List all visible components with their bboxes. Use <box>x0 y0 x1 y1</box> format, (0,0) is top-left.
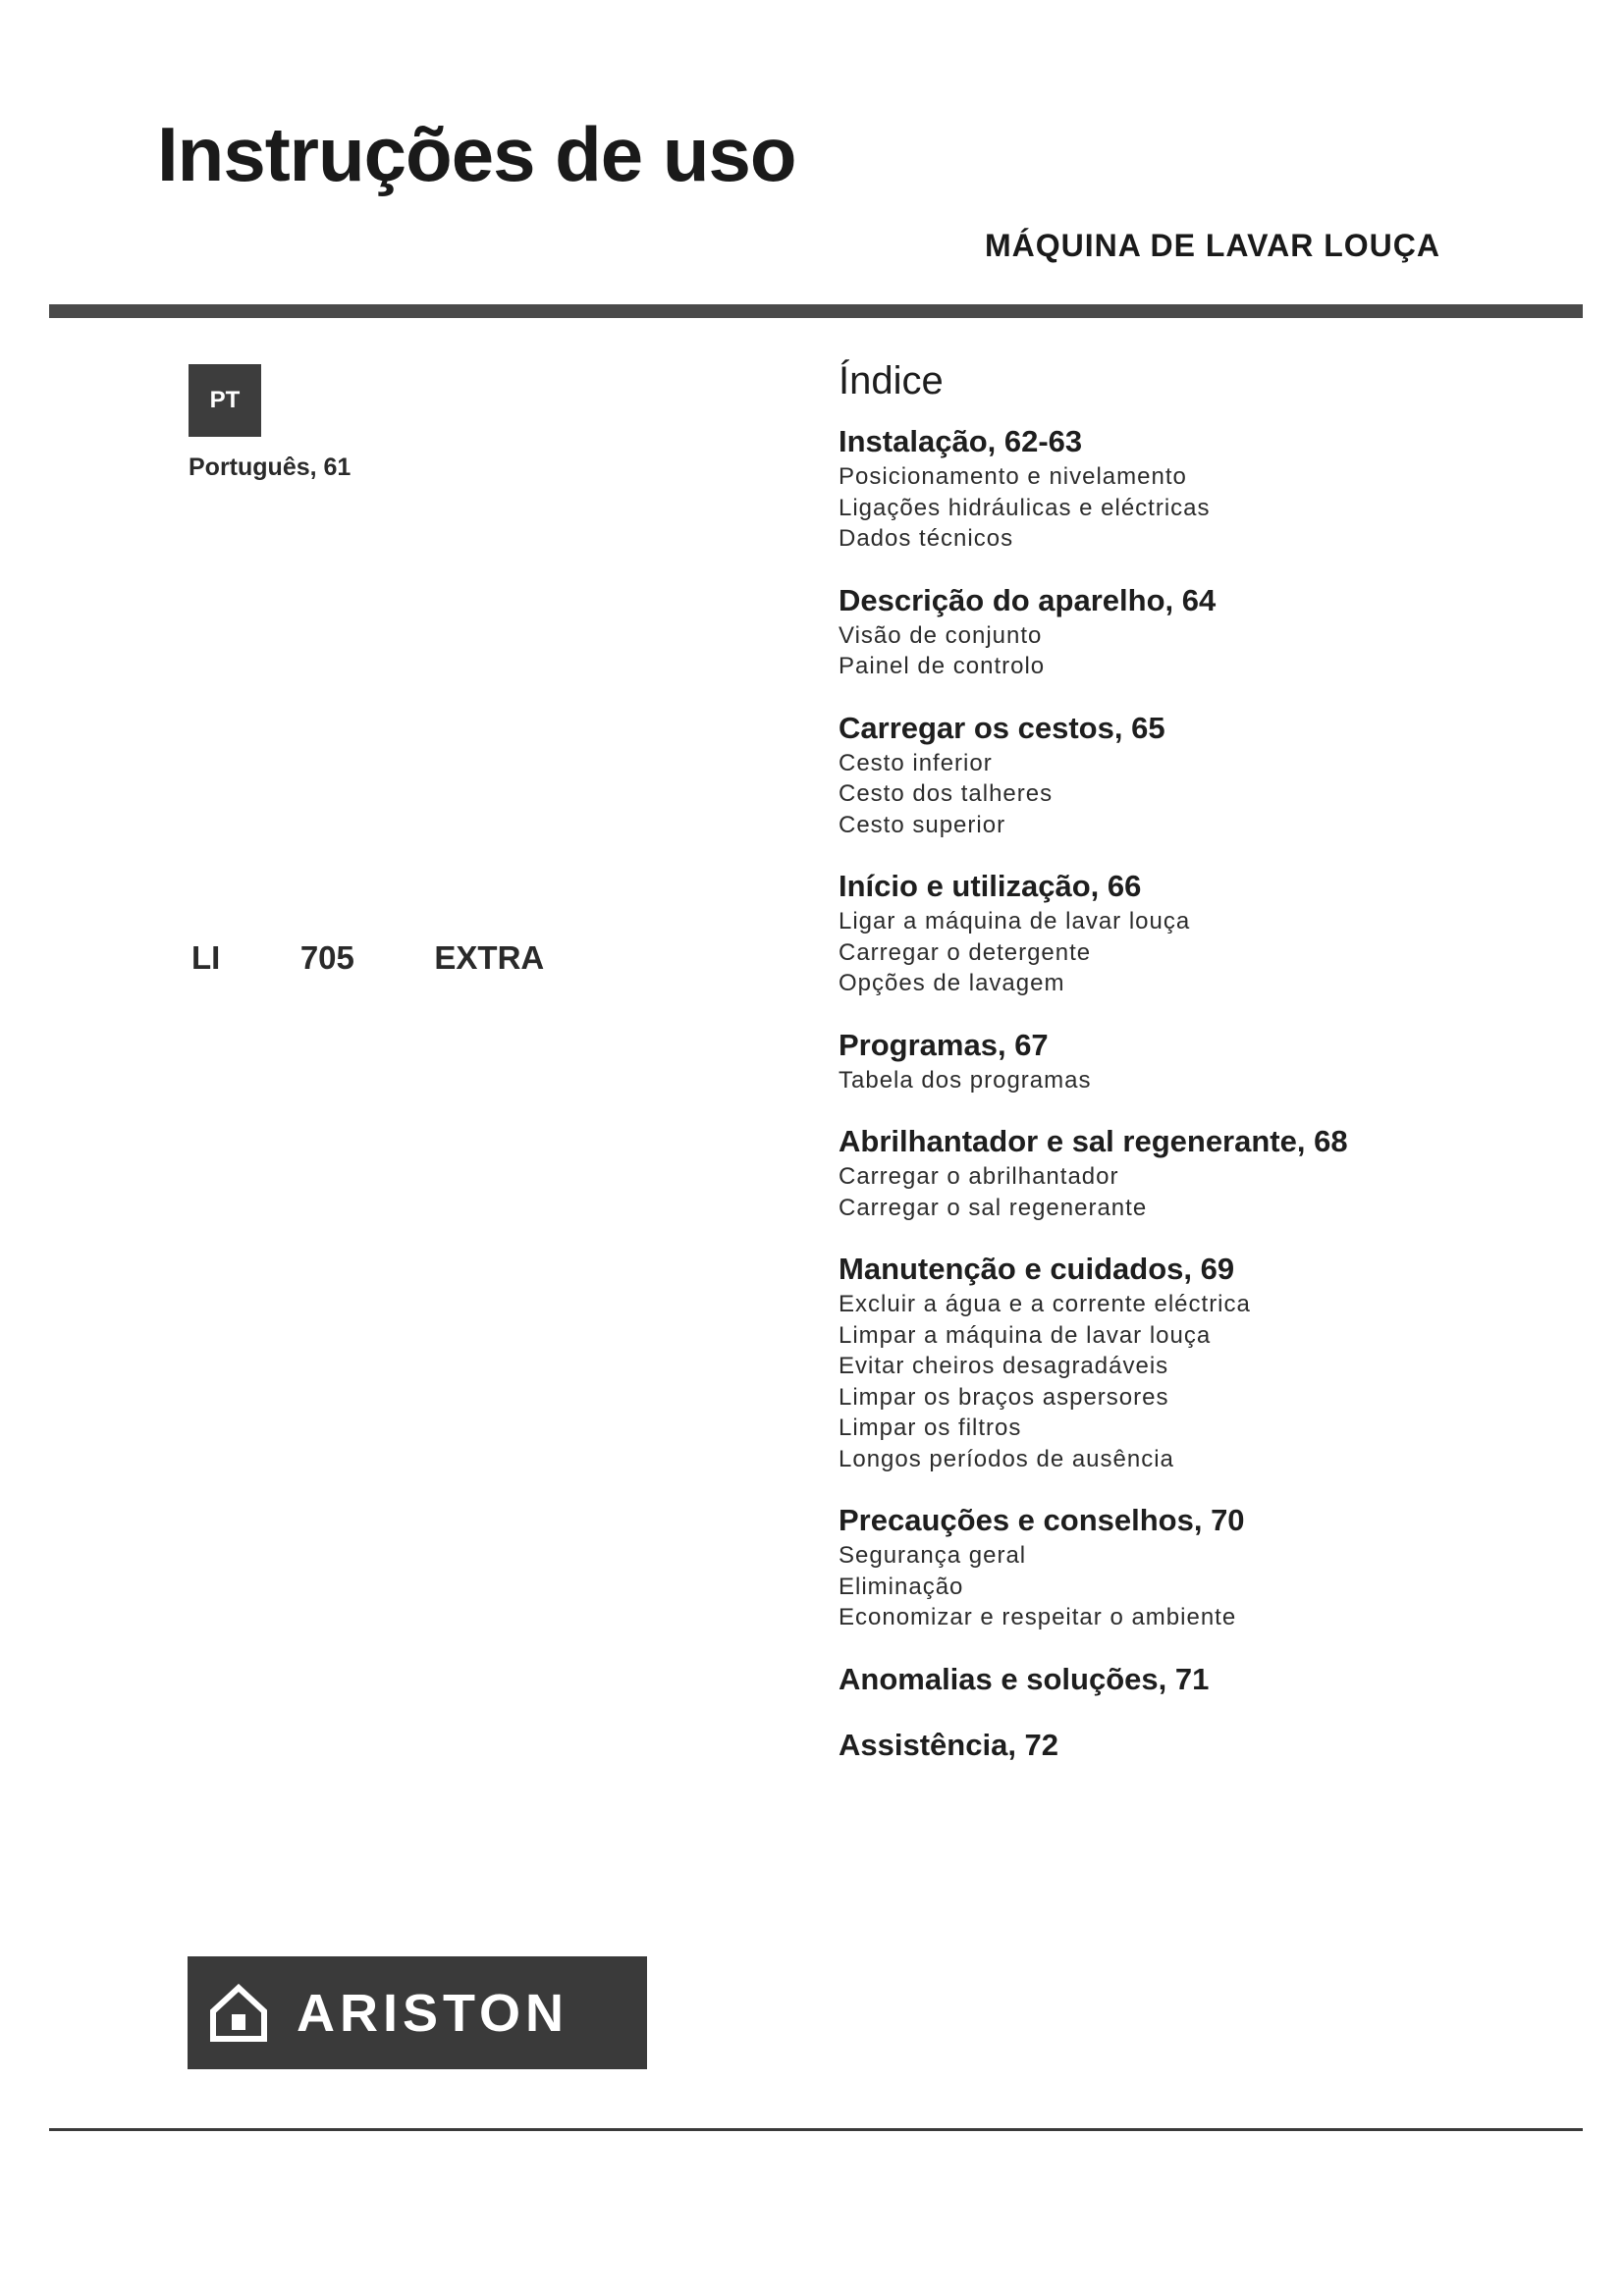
index-title: Índice <box>839 359 944 402</box>
house-logo-icon <box>208 1983 269 2044</box>
toc-section-heading: Descrição do aparelho, 64 <box>839 582 1217 617</box>
toc-section-heading: Carregar os cestos, 65 <box>839 710 1165 745</box>
toc-subsection: Limpar a máquina de lavar louça <box>839 1321 1212 1349</box>
table-of-contents <box>839 422 1545 1791</box>
document-title: Instruções de uso <box>157 111 796 197</box>
product-type: MÁQUINA DE LAVAR LOUÇA <box>984 228 1440 263</box>
brand-logo <box>188 1956 647 2069</box>
toc-section <box>839 581 1545 682</box>
toc-subsection: Limpar os braços aspersores <box>839 1383 1169 1411</box>
toc-section <box>839 1726 1545 1765</box>
language-badge: PT <box>189 364 261 437</box>
toc-subsection: Excluir a água e a corrente eléctrica <box>839 1291 1251 1317</box>
toc-subsection: Cesto inferior <box>839 749 993 776</box>
toc-subsection: Visão de conjunto <box>839 621 1043 649</box>
toc-subsection: Carregar o sal regenerante <box>839 1194 1148 1221</box>
toc-subsection: Painel de controlo <box>839 653 1046 679</box>
toc-subsection: Longos períodos de ausência <box>839 1445 1174 1472</box>
toc-section <box>839 422 1545 555</box>
toc-section-heading: Anomalias e soluções, 71 <box>839 1661 1210 1696</box>
toc-subsection: Ligações hidráulicas e eléctricas <box>839 494 1211 521</box>
model-number: LI 705 EXTRA <box>191 939 545 976</box>
toc-section <box>839 709 1545 841</box>
toc-subsection: Limpar os filtros <box>839 1415 1022 1441</box>
toc-subsection: Ligar a máquina de lavar louça <box>839 908 1191 934</box>
toc-subsection: Carregar o detergente <box>839 938 1092 966</box>
toc-subsection: Dados técnicos <box>839 525 1014 552</box>
language-label: Português, 61 <box>189 454 352 481</box>
toc-section-heading: Assistência, 72 <box>839 1727 1059 1762</box>
toc-section <box>839 1660 1545 1699</box>
toc-subsection: Carregar o abrilhantador <box>839 1163 1119 1190</box>
toc-subsection: Evitar cheiros desagradáveis <box>839 1353 1169 1379</box>
toc-section-heading: Programas, 67 <box>839 1027 1049 1062</box>
toc-subsection: Cesto dos talheres <box>839 780 1054 807</box>
toc-section-heading: Início e utilização, 66 <box>839 869 1142 903</box>
toc-subsection: Posicionamento e nivelamento <box>839 463 1187 490</box>
toc-section <box>839 867 1545 999</box>
toc-section <box>839 1501 1545 1633</box>
toc-section <box>839 1122 1545 1223</box>
toc-section-heading: Abrilhantador e sal regenerante, 68 <box>839 1124 1348 1158</box>
toc-section-heading: Instalação, 62-63 <box>839 424 1083 458</box>
toc-subsection: Cesto superior <box>839 811 1006 838</box>
toc-subsection: Opções de lavagem <box>839 970 1065 996</box>
toc-subsection: Eliminação <box>839 1573 964 1600</box>
toc-subsection: Segurança geral <box>839 1542 1027 1569</box>
toc-section <box>839 1250 1545 1474</box>
brand-name: ARISTON <box>297 1983 569 2043</box>
toc-section-heading: Manutenção e cuidados, 69 <box>839 1252 1235 1286</box>
header-divider <box>49 304 1583 318</box>
toc-subsection: Tabela dos programas <box>839 1066 1092 1094</box>
toc-section <box>839 1026 1545 1096</box>
toc-section-heading: Precauções e conselhos, 70 <box>839 1503 1245 1537</box>
footer-divider <box>49 2128 1583 2131</box>
toc-subsection: Economizar e respeitar o ambiente <box>839 1604 1237 1630</box>
